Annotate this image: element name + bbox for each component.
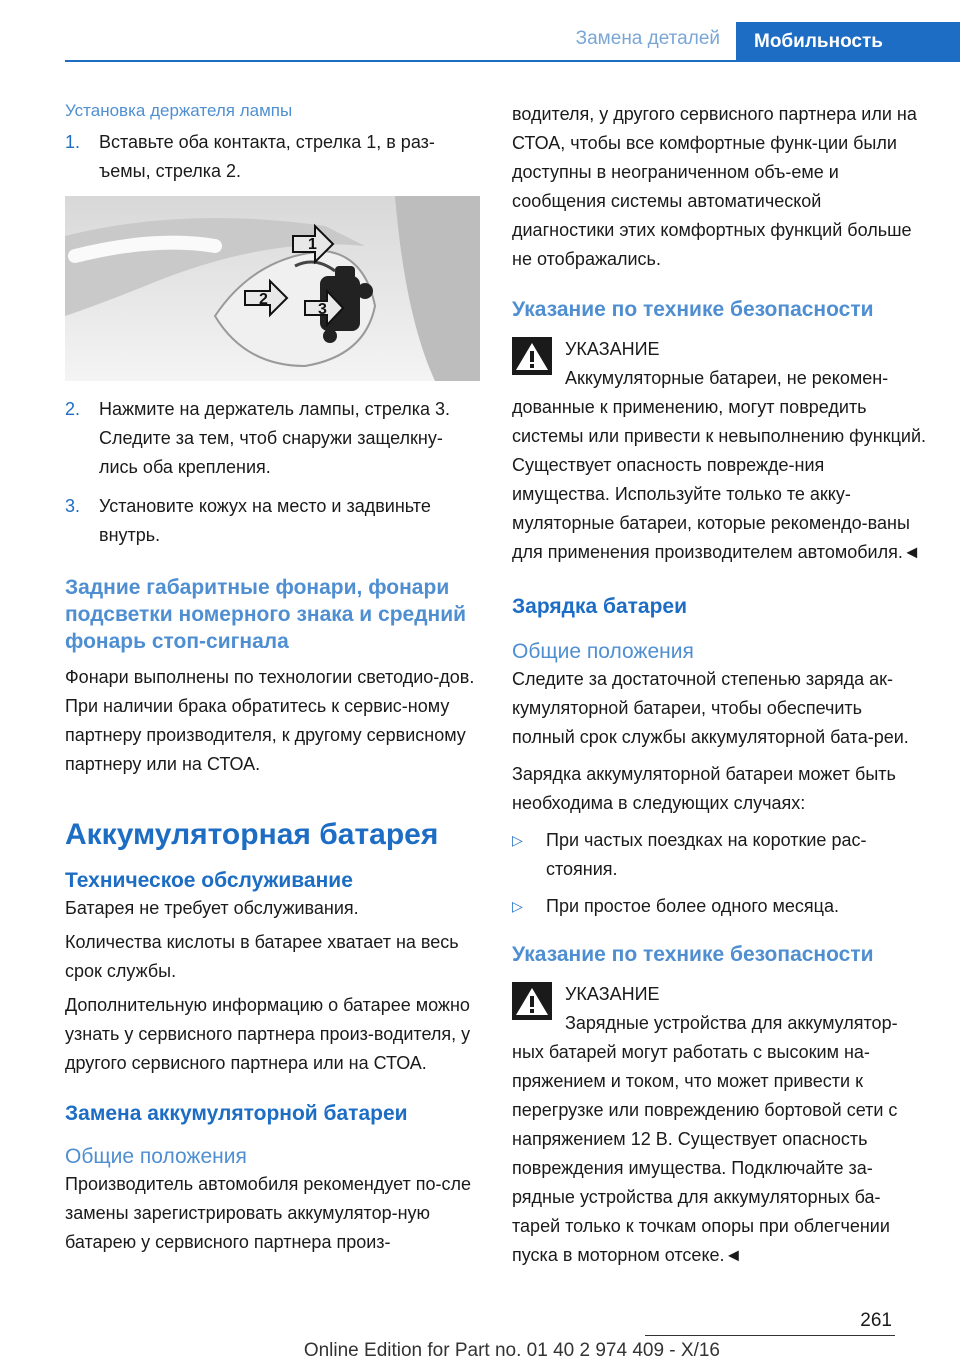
page-header	[0, 22, 960, 62]
safety-title: Указание по технике безопасности	[512, 298, 874, 321]
notice-text: Зарядные устройства для аккумулятор‐ных батарей могут работать с высоким на‐пряжением и током, что может привести к перегрузке или повреждению бортовой сети с напряжением 12 В. Существует опасность повреждения имущества. Подключайте за‐рядные устройства для аккумуляторных ба‐тарей только к точкам опоры при облегчении пуска в моторном отсеке.◄	[512, 1013, 898, 1265]
notice-block-1	[512, 335, 927, 567]
step-number: 3.	[65, 496, 81, 516]
list-item-text: При простое более одного месяца.	[546, 896, 839, 916]
maintenance-text-3: Дополнительную информацию о батарее можно узнать у сервисного партнера произ‐водителя, у другого сервисного партнера или на СТОА.	[65, 995, 471, 1073]
lamp-holder-title: Установка держателя лампы	[65, 101, 293, 120]
continued-text: водителя, у другого сервисного партнера или на СТОА, чтобы все комфортные функ‐ции были доступны в неограниченном объ‐еме и сообщения системы автоматической диагностики этих комфортных функций больше не отображались.	[512, 104, 917, 269]
charging-title: Зарядка батареи	[512, 595, 688, 618]
section-tab-current: Мобильность	[736, 22, 960, 62]
footer-rule	[645, 1335, 895, 1336]
rear-lights-text: Фонари выполнены по технологии светодио‐дов. При наличии брака обратитесь к сервис‐ному партнеру производителя, к другому сервисному партнеру или на СТОА.	[65, 667, 475, 774]
battery-title: Аккумуляторная батарея	[65, 818, 439, 851]
page-number: 261	[860, 1310, 892, 1331]
notice-block-2	[512, 980, 927, 1270]
bullet-icon: ▷	[512, 898, 523, 914]
figure-label-3: 3	[318, 301, 327, 318]
step-3	[65, 492, 480, 550]
list-item	[512, 826, 927, 884]
general-title: Общие положения	[65, 1145, 247, 1168]
figure-label-1: 1	[308, 236, 317, 253]
online-edition: Online Edition for Part no. 01 40 2 974 409 - X/16	[303, 1340, 720, 1361]
maintenance-text-1: Батарея не требует обслуживания.	[65, 898, 359, 918]
maintenance-title: Техническое обслуживание	[65, 869, 353, 892]
rear-lights-title: Задние габаритные фонари, фонари подсветки номерного знака и средний фонарь стоп-сигнала	[65, 576, 467, 653]
general-title: Общие положения	[512, 640, 694, 663]
list-item-text: При частых поездках на короткие рас‐стояния.	[546, 830, 867, 879]
notice-text: Аккумуляторные батареи, не рекомен‐дованные к применению, могут повредить системы или привести к невыполнению функций. Существует опасность поврежде‐ния имущества. Используйте только те акку‐муляторные батареи, которые рекомендо‐ваны для применения производителем автомобиля.◄	[512, 368, 926, 562]
step-number: 2.	[65, 399, 81, 419]
right-column	[512, 100, 927, 1270]
maintenance-text-2: Количества кислоты в батарее хватает на весь срок службы.	[65, 932, 459, 981]
warning-icon	[512, 337, 552, 375]
lamp-holder-figure	[65, 196, 480, 381]
replace-battery-title: Замена аккумуляторной батареи	[65, 1102, 408, 1125]
charging-text-1: Следите за достаточной степенью заряда ак‐кумуляторной батареи, чтобы обеспечить полный срок службы аккумуляторной бата‐реи.	[512, 669, 909, 747]
notice-label: УКАЗАНИЕ	[565, 984, 660, 1004]
list-item	[512, 892, 927, 921]
step-text: Установите кожух на место и задвиньте внутрь.	[99, 496, 431, 545]
replace-battery-text: Производитель автомобиля рекомендует по‐сле замены зарегистрировать аккумулятор‐ную батарею у сервисного партнера произ‐	[65, 1174, 472, 1252]
step-2	[65, 395, 480, 482]
step-text: Вставьте оба контакта, стрелка 1, в раз‐ъемы, стрелка 2.	[99, 132, 435, 181]
charging-text-2: Зарядка аккумуляторной батареи может быть необходима в следующих случаях:	[512, 764, 896, 813]
left-column	[65, 100, 480, 1257]
warning-icon	[512, 982, 552, 1020]
step-1	[65, 128, 480, 186]
notice-label: УКАЗАНИЕ	[565, 339, 660, 359]
figure-label-2: 2	[259, 291, 268, 308]
bullet-icon: ▷	[512, 832, 523, 848]
step-number: 1.	[65, 132, 81, 152]
safety-title: Указание по технике безопасности	[512, 943, 874, 966]
section-tab-previous: Замена деталей	[575, 28, 720, 49]
step-text: Нажмите на держатель лампы, стрелка 3. Следите за тем, чтоб снаружи защелкну‐лись оба крепления.	[99, 399, 451, 477]
